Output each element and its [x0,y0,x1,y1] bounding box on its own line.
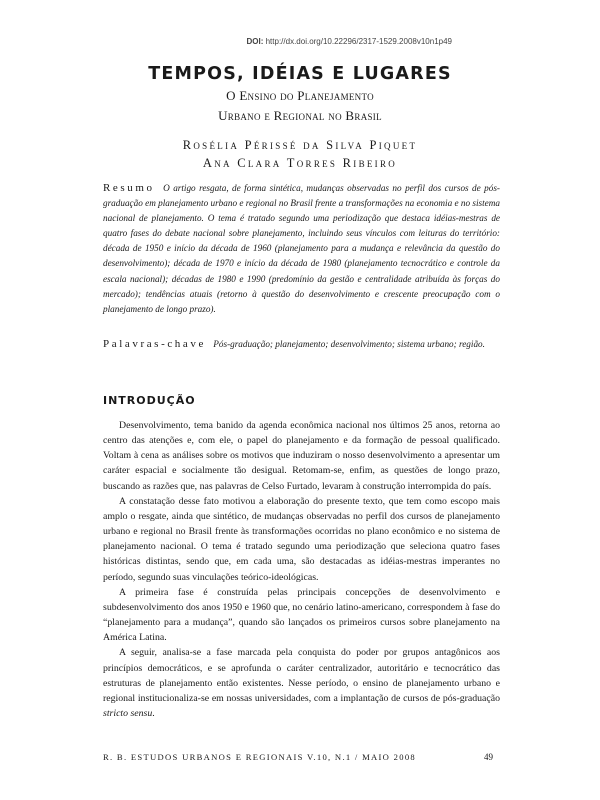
keywords-label: Palavras-chave [103,338,206,350]
article-title: TEMPOS, IDÉIAS E LUGARES [148,64,452,84]
keywords [103,337,500,351]
doi-line [246,37,452,46]
article-subtitle-line-2: Urbano e Regional no Brasil [218,108,382,123]
paragraph-2: A constatação desse fato motivou a elaboração do presente texto, que tem como escopo mais amplo o resgate, ainda que sintético, de mudanças observadas no perfil dos cursos de planejamento urbano e regional no Brasil frente às transformações ocorridas no plano econômico e no sistema de planejamento nacional. O tema é tratado segundo uma periodização que seleciona quatro fases históricas distintas, sendo que, em cada uma, são destacadas as idéias-mestras imperantes no período, segundo suas vinculações teórico-ideológicas. [103,495,500,583]
paragraph-4-end: . [152,707,155,719]
doi-url[interactable]: http://dx.doi.org/10.22296/2317-1529.2008v10n1p49 [265,37,452,46]
author-2: Ana Clara Torres Ribeiro [202,156,398,170]
keywords-text: Pós-graduação; planejamento; desenvolvimento; sistema urbano; região. [213,339,485,349]
abstract-label: Resumo [103,182,155,194]
paragraph-3: A primeira fase é construída pelas principais concepções de desenvolvimento e subdesenvolvimento dos anos 1950 e 1960 que, no cenário latino-americano, correspondem à fase do “planejamento para a mudança”, quando são lançados os primeiros cursos sobre planejamento na América Latina. [103,586,500,644]
paragraph-1: Desenvolvimento, tema banido da agenda econômica nacional nos últimos 25 anos, retorna ao centro das atenções e, com ele, o papel do planejamento e da formação de pessoal qualificado. Voltam à cena as análises sobre os motivos que induziram o nosso desenvolvimento a apresentar um caráter espacial e socialmente tão desigual. Retomam-se, enfim, as questões de longo prazo, buscando as razões que, nas palavras de Celso Furtado, levaram à construção interrompida do país. [103,420,500,492]
abstract [103,181,500,317]
article-subtitle-line-1: O Ensino do Planejamento [226,88,374,103]
footer-journal-info: R. B. ESTUDOS URBANOS E REGIONAIS V.10, N.1 / MAIO 2008 [103,752,417,762]
page-number: 49 [484,752,493,762]
section-heading-introduction: INTRODUÇÃO [103,394,196,407]
paragraph-4 [103,645,500,721]
paragraph-4-italic: stricto sensu [103,707,153,719]
doi-label: DOI: [246,37,264,46]
abstract-text: O artigo resgata, de forma sintética, mudanças observadas no perfil dos cursos de pós-graduação em planejamento urbano e regional no Brasil frente a transformações na economia e no sistema nacional de planejamento. O tema é tratado segundo uma periodização que destaca idéias-mestras de quatro fases do debate nacional sobre planejamento, incluindo seus vínculos com leituras do território: década de 1950 e início da década de 1960 (planejamento para a mudança e relevância da questão do desenvolvimento); década de 1970 e início da década de 1980 (planejamento tecnocrático e controle da escala nacional); décadas de 1980 e 1990 (predomínio da gestão e centralidade atribuída às forças do mercado); tendências atuais (retorno à questão do desenvolvimento e crescente preocupação com o planejamento de longo prazo). [103,183,500,314]
author-1: Rosélia Périssé da Silva Piquet [182,138,418,152]
paragraph-4-text: A seguir, analisa-se a fase marcada pela conquista do poder por grupos antagônicos aos princípios democráticos, e se aprofunda o caráter centralizador, autoritário e tecnocrático das estruturas de planejamento então existentes. Nesse período, o ensino de planejamento urbano e regional institucionaliza-se em nossas universidades, com a implantação de cursos de pós-graduação [103,647,500,704]
body-text [103,418,500,721]
